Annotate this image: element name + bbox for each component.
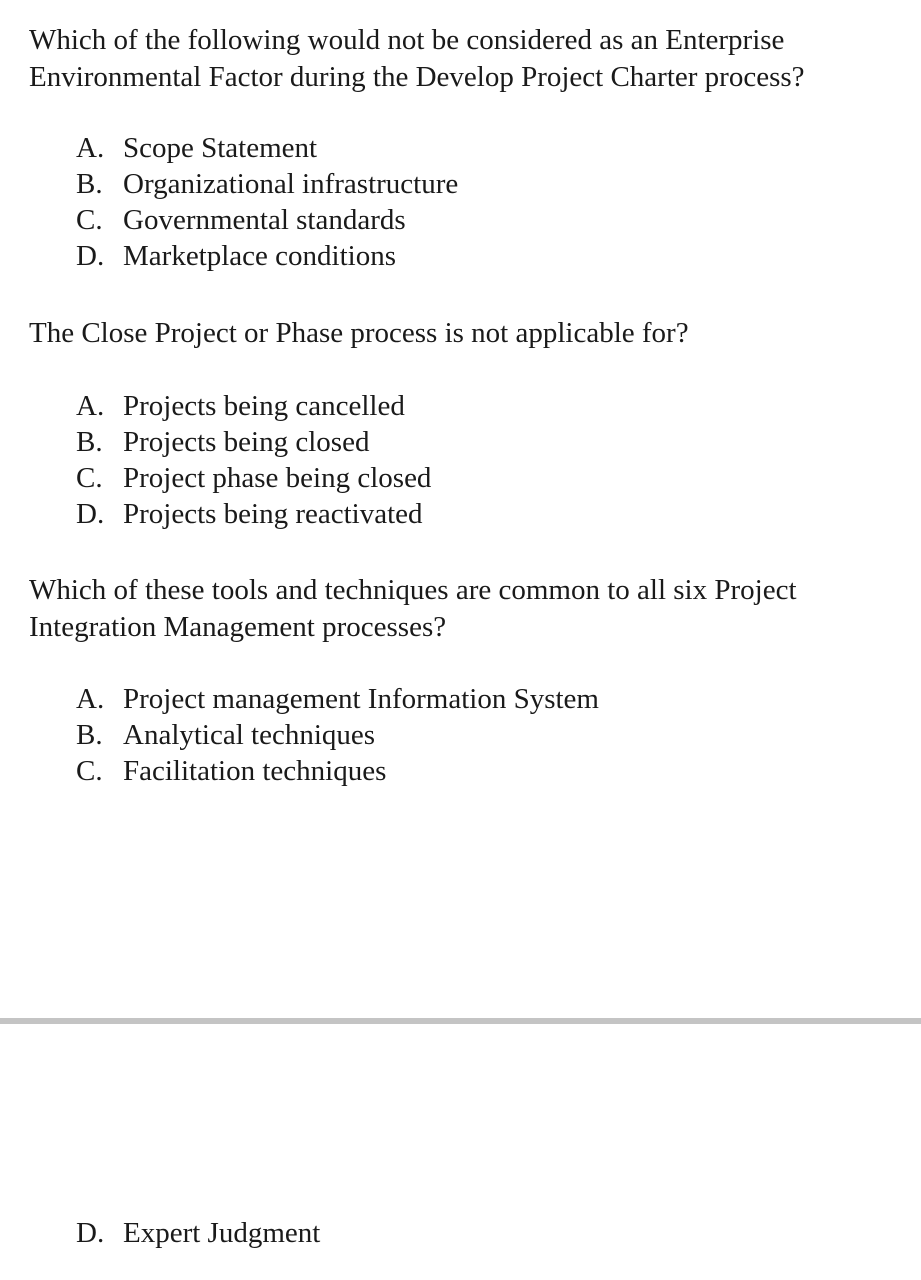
question-2-options	[76, 388, 431, 532]
question-3-options	[76, 681, 599, 789]
option-letter: C.	[76, 204, 103, 236]
question-3-line-1: Which of these tools and techniques are common to all six Project	[29, 574, 797, 606]
option-list-item	[76, 717, 599, 753]
option-list-item	[76, 496, 431, 532]
option-letter: B.	[76, 426, 103, 458]
option-letter: A.	[76, 390, 105, 422]
option-text: Projects being cancelled	[123, 390, 405, 422]
option-text: Analytical techniques	[123, 719, 376, 751]
option-text: Project management Information System	[123, 683, 599, 715]
option-list-item	[76, 424, 431, 460]
question-1-line-1: Which of the following would not be considered as an Enterprise	[29, 24, 785, 56]
option-text: Organizational infrastructure	[123, 168, 459, 200]
option-list-item	[76, 202, 458, 238]
option-list-item	[76, 681, 599, 717]
question-3-text	[29, 572, 899, 645]
page-break-divider	[0, 1018, 921, 1024]
option-text: Projects being reactivated	[123, 498, 423, 530]
option-letter: D.	[76, 498, 105, 530]
option-letter: C.	[76, 462, 103, 494]
option-text: Projects being closed	[123, 426, 370, 458]
option-list-item	[76, 130, 458, 166]
option-text: Marketplace conditions	[123, 240, 396, 272]
option-text: Scope Statement	[123, 132, 318, 164]
option-letter: D.	[76, 240, 105, 272]
option-letter: B.	[76, 168, 103, 200]
question-3-options-continued	[76, 1215, 320, 1251]
option-list-item	[76, 388, 431, 424]
option-letter: B.	[76, 719, 103, 751]
option-list-item	[76, 1215, 320, 1251]
option-text: Facilitation techniques	[123, 755, 387, 787]
option-text: Governmental standards	[123, 204, 406, 236]
option-list-item	[76, 460, 431, 496]
question-2-text	[29, 315, 899, 352]
option-text: Expert Judgment	[123, 1217, 321, 1249]
option-list-item	[76, 238, 458, 274]
option-list-item	[76, 753, 599, 789]
question-1-text	[29, 22, 899, 95]
option-text: Project phase being closed	[123, 462, 432, 494]
option-letter: C.	[76, 755, 103, 787]
option-letter: D.	[76, 1217, 105, 1249]
question-2-line-1: The Close Project or Phase process is not applicable for?	[29, 317, 689, 349]
option-letter: A.	[76, 683, 105, 715]
option-list-item	[76, 166, 458, 202]
question-1-options	[76, 130, 458, 274]
option-letter: A.	[76, 132, 105, 164]
question-3-line-2: Integration Management processes?	[29, 610, 447, 643]
question-1-line-2: Environmental Factor during the Develop Project Charter process?	[29, 60, 805, 93]
